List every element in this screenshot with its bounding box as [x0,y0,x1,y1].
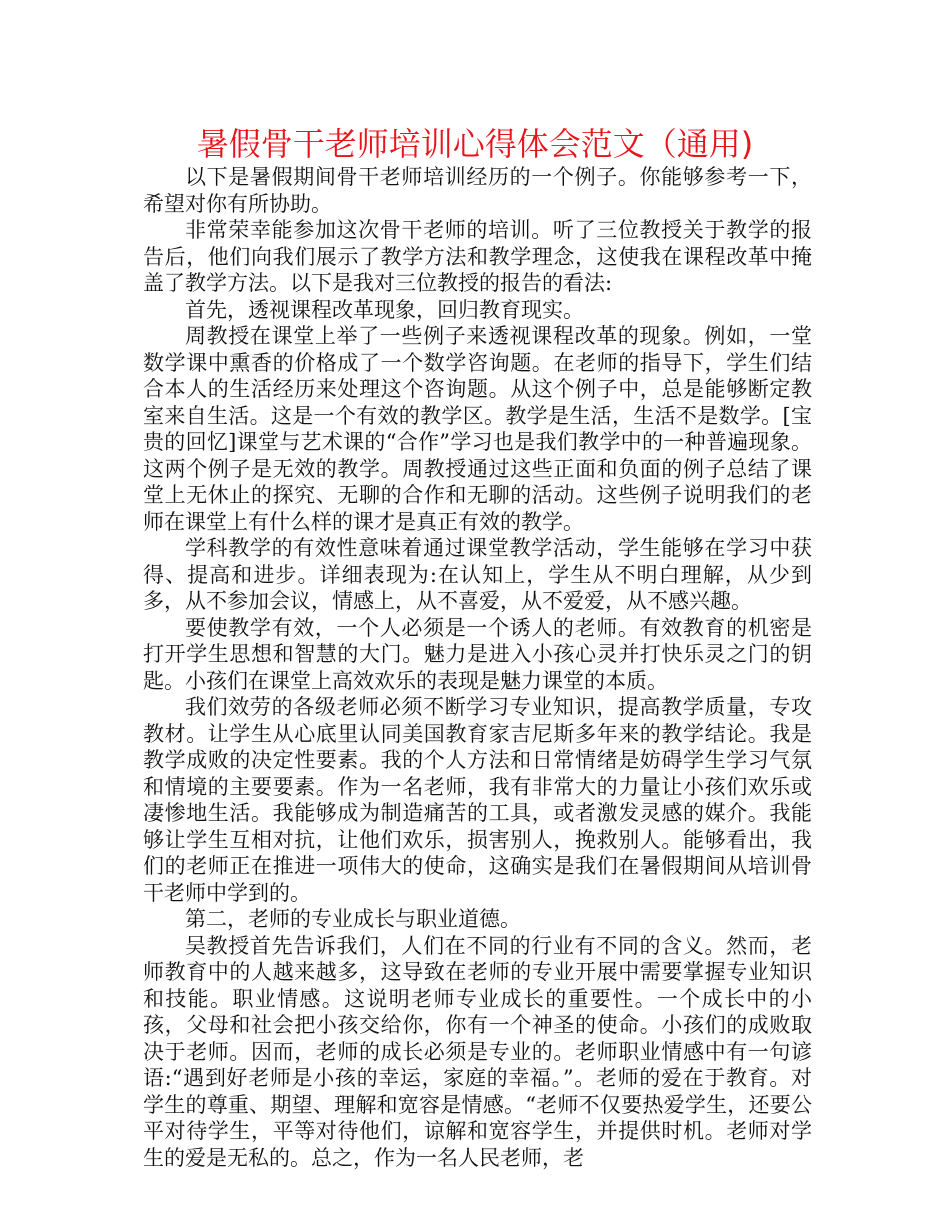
paragraph: 周教授在课堂上举了一些例子来透视课程改革的现象。例如，一堂数学课中熏香的价格成了一个数学咨询题。在老师的指导下，学生们结合本人的生活经历来处理这个咨询题。从这个例子中，总是能够断定教室来自生活。这是一个有效的教学区。教学是生活，生活不是数学。[宝贵的回忆]课堂与艺术课的“合作”学习也是我们教学中的一种普遍现象。这两个例子是无效的教学。周教授通过这些正面和负面的例子总结了课堂上无休止的探究、无聊的合作和无聊的活动。这些例子说明我们的老师在课堂上有什么样的课才是真正有效的教学。 [143,324,812,534]
paragraph: 吴教授首先告诉我们，人们在不同的行业有不同的含义。然而，老师教育中的人越来越多，这导致在老师的专业开展中需要掌握专业知识和技能。职业情感。这说明老师专业成长的重要性。一个成长中的小孩，父母和社会把小孩交给你，你有一个神圣的使命。小孩们的成败取决于老师。因而，老师的成长必须是专业的。老师职业情感中有一句谚语:“遇到好老师是小孩的幸运，家庭的幸福。”。老师的爱在于教育。对学生的尊重、期望、理解和宽容是情感。“老师不仅要热爱学生，还要公平对待学生，平等对待他们，谅解和宽容学生，并提供时机。老师对学生的爱是无私的。总之，作为一名人民老师，老 [143,933,812,1170]
paragraph: 第二，老师的专业成长与职业道德。 [185,907,521,931]
document-body [143,164,812,1171]
paragraph: 以下是暑假期间骨干老师培训经历的一个例子。你能够参考一下，希望对你有所协助。 [143,165,812,216]
paragraph: 我们效劳的各级老师必须不断学习专业知识，提高教学质量，专攻教材。让学生从心底里认同美国教育家吉尼斯多年来的教学结论。我是教学成败的决定性要素。我的个人方法和日常情绪是妨碍学生学习气氛和情境的主要要素。作为一名老师，我有非常大的力量让小孩们欢乐或凄惨地生活。我能够成为制造痛苦的工具，或者激发灵感的媒介。我能够让学生互相对抗，让他们欢乐，损害别人，挽救别人。能够看出，我们的老师正在推进一项伟大的使命，这确实是我们在暑假期间从培训骨干老师中学到的。 [143,695,812,905]
paragraph: 学科教学的有效性意味着通过课堂教学活动，学生能够在学习中获得、提高和进步。详细表现为:在认知上，学生从不明白理解，从少到多，从不参加会议，情感上，从不喜爱，从不爱爱，从不感兴趣。 [143,536,812,613]
document-title: 暑假骨干老师培训心得体会范文（通用) [196,125,754,163]
paragraph: 要使教学有效，一个人必须是一个诱人的老师。有效教育的机密是打开学生思想和智慧的大门。魅力是进入小孩心灵并打快乐灵之门的钥匙。小孩们在课堂上高效欢乐的表现是魅力课堂的本质。 [143,615,812,693]
paragraph: 首先，透视课程改革现象，回归教育现实。 [185,297,584,322]
paragraph: 非常荣幸能参加这次骨干老师的培训。听了三位教授关于教学的报告后，他们向我们展示了教学方法和教学理念，这使我在课程改革中掩盖了教学方法。以下是我对三位教授的报告的看法: [143,218,812,295]
